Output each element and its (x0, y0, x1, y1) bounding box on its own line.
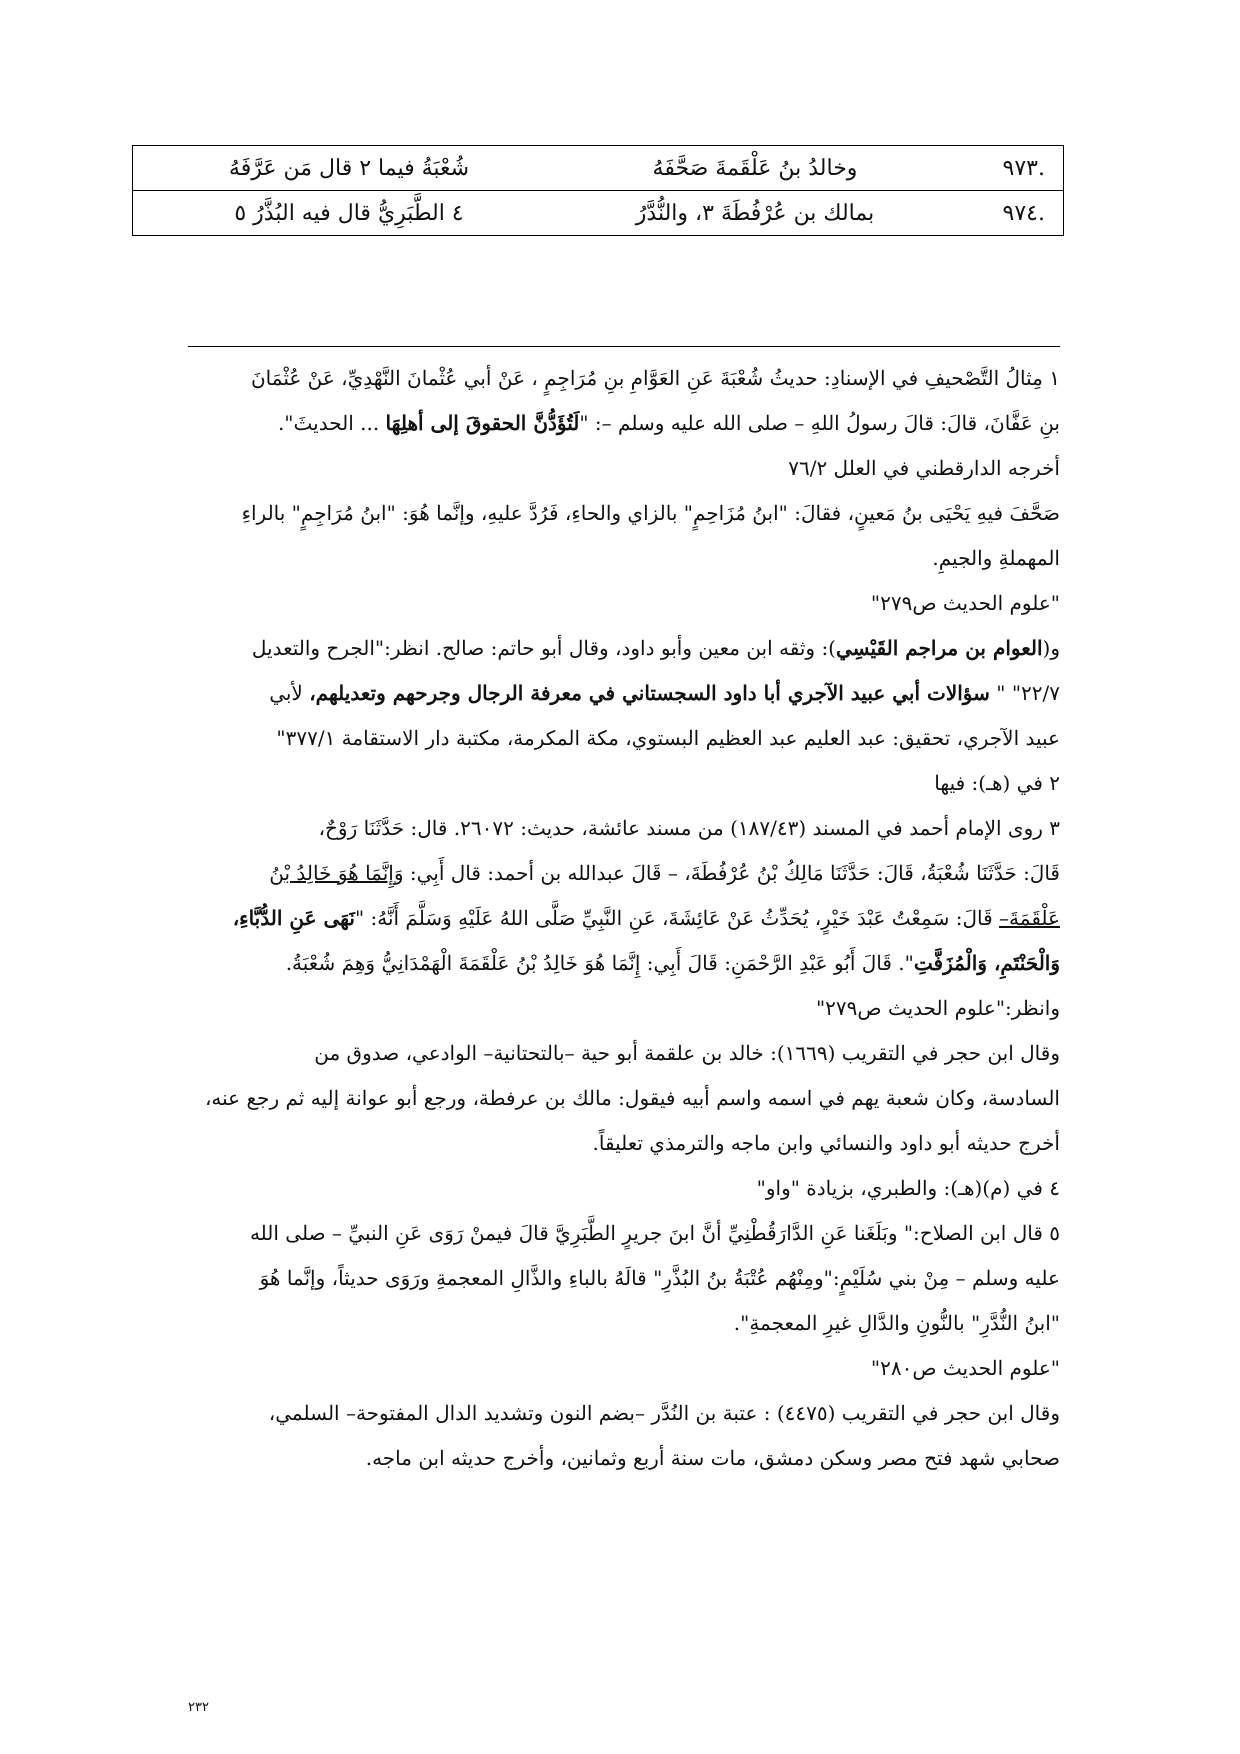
verse-number: .٩٧٤ (945, 191, 1064, 236)
underlined-text: عَلْقَمَةَ– (999, 906, 1060, 930)
footnote-line: ٢٢/٧" " سؤالات أبي عبيد الآجري أبا داود السجستاني في معرفة الرجال وجرحهم وتعديلهم، لأبي (269, 681, 1060, 705)
footnote-line: صَحَّفَ فيهِ يَحْيَى بنُ مَعينٍ، فقالَ: "ابنُ مُزَاحِمٍ" بالزاي والحاءِ، فَرُدَّ عليهِ، وإنَّما هُوَ: "ابنُ مُرَاجِمٍ" بالراءِ (241, 501, 1060, 525)
verse-row (133, 191, 1064, 236)
verse-table (132, 145, 1064, 236)
verse-second-hemistich: ٤ الطَّبَرِيُّ قال فيه البُذَّرُ ٥ (133, 191, 566, 236)
footnotes (188, 356, 1060, 1481)
hadith-text: وَالْحَنْتَمِ، وَالْمُزَفَّتِ (913, 951, 1060, 975)
hadith-text: لَتُؤَدُّنَّ الحقوقَ إلى أهلِهَا (385, 411, 580, 435)
verse-number: .٩٧٣ (1002, 155, 1045, 181)
footnote-line: عبيد الآجري، تحقيق: عبد العليم عبد العظيم البستوي، مكة المكرمة، مكتبة دار الاستقامة ٣٧٧/١" (276, 726, 1060, 750)
footnote-line: أخرجه الدارقطني في العلل ٧٦/٢ (788, 456, 1060, 480)
footnote-line: ٣ روى الإمام أحمد في المسند (١٨٧/٤٣) من مسند عائشة، حديث: ٢٦٠٧٢. قال: حَدَّثَنَا رَوْحٌ، (318, 816, 1060, 840)
footnote-line: ٥ قال ابن الصلاح:" وبَلَغَنا عَنِ الدَّارَقُطْنِيِّ أنَّ ابنَ جريرٍ الطَّبَرِيَّ قالَ فيمنْ رَوَى عَنِ النبيِّ – صلى الله (249, 1221, 1060, 1245)
footnote-line: بنِ عَفَّانَ، قالَ: قالَ رسولُ اللهِ – صلى الله عليه وسلم –: "لَتُؤَدُّنَّ الحقوقَ إلى أهلِهَا ... الحديثَ". (277, 411, 1060, 435)
page-number: ٢٣٢ (188, 1700, 209, 1715)
verse-first-hemistich: بمالك بن عُرْفُطَةَ ٣، والنُّدَّرُ (565, 191, 945, 236)
footnote-line: ١ مِثالُ التَّصْحيفِ في الإسنادِ: حديثُ شُعْبَةَ عَنِ العَوَّامِ بنِ مُرَاجِمٍ ، عَنْ أبي عُثْمانَ النَّهْدِيِّ، عَنْ عُثْمَانَ (250, 366, 1060, 390)
underlined-text: وَإِنَّمَا هُوَ خَالِدُ بْنُ (269, 861, 404, 885)
footnote-line: ٢ في (هـ): فيها (934, 771, 1060, 795)
footnote-separator (188, 346, 1060, 347)
footnote-line: ٤ في (م)(هـ): والطبري، بزيادة "واو" (756, 1176, 1060, 1200)
footnote-line: وَالْحَنْتَمِ، وَالْمُزَفَّتِ". قَالَ أَبُو عَبْدِ الرَّحْمَنِ: قَالَ أَبِي: إِنَّمَا هُوَ خَالِدُ بْنُ عَلْقَمَةَ الْهَمْدَانِيُّ وَهِمَ شُعْبَةُ. (285, 951, 1060, 975)
book-title: سؤالات أبي عبيد الآجري أبا داود السجستاني في معرفة الرجال وجرحهم وتعديلهم، (309, 681, 990, 705)
footnote-line: صحابي شهد فتح مصر وسكن دمشق، مات سنة أربع وثمانين، وأخرج حديثه ابن ماجه. (365, 1446, 1060, 1470)
verse-first-hemistich: وخالدُ بنُ عَلْقَمةَ صَحَّفَهُ (652, 155, 858, 181)
verse-row (133, 146, 1064, 191)
verse-second-hemistich: شُعْبَةُ فيما ٢ قال مَن عَرَّفَهُ (228, 155, 470, 181)
footnote-line: "علوم الحديث ص٢٨٠" (870, 1356, 1060, 1380)
footnote-line: وقال ابن حجر في التقريب (١٦٦٩): خالد بن علقمة أبو حية –بالتحتانية– الوادعي، صدوق من (314, 1041, 1060, 1065)
footnote-line: عليه وسلم – مِنْ بني سُلَيْمٍ:"ومِنْهُم عُتْبَةُ بنُ البُذَّرِ" قالَهُ بالباءِ والذَّالِ المعجمةِ ورَوَى حديثاً، وإنَّما هُوَ (259, 1266, 1060, 1290)
hadith-text: نَهَى عَنِ الدُّبَّاءِ، (232, 906, 355, 930)
footnote-line: "ابنُ النُّدَّرِ" بالنُّونِ والدَّالِ غيرِ المعجمةِ". (733, 1311, 1060, 1335)
footnote-line: "علوم الحديث ص٢٧٩" (870, 591, 1060, 615)
footnote-line: قَالَ: حَدَّثَنَا شُعْبَةُ، قَالَ: حَدَّثَنَا مَالِكُ بْنُ عُرْفُطَةَ، – قَالَ عبدالله بن أحمد: قال أَبِي: وَإِنَّمَا هُوَ خَالِدُ بْنُ (269, 861, 1060, 885)
footnote-line: عَلْقَمَةَ– قَالَ: سَمِعْتُ عَبْدَ خَيْرٍ، يُحَدِّثُ عَنْ عَائِشَةَ، عَنِ النَّبِيِّ صَلَّى اللهُ عَلَيْهِ وَسَلَّمَ أَنَّهُ: "نَهَى عَنِ الدُّبَّاءِ، (232, 906, 1060, 930)
footnote-line: السادسة، وكان شعبة يهم في اسمه واسم أبيه فيقول: مالك بن عرفطة، ورجع أبو عوانة إليه ثم رجع عنه، (204, 1086, 1060, 1110)
footnote-line: وقال ابن حجر في التقريب (٤٤٧٥) : عتبة بن النُدَّر –بضم النون وتشديد الدال المفتوحة– السلمي، (268, 1401, 1060, 1425)
footnote-line: المهملةِ والجيمِ. (932, 546, 1060, 570)
footnote-line: و(العوام بن مراجم القَيْسِي): وثقه ابن معين وأبو داود، وقال أبو حاتم: صالح. انظر:"الجرح والتعديل (251, 636, 1060, 660)
footnote-line: وانظر:"علوم الحديث ص٢٧٩" (815, 996, 1060, 1020)
narrator-name: العوام بن مراجم القَيْسِي (835, 636, 1043, 660)
footnote-line: أخرج حديثه أبو داود والنسائي وابن ماجه والترمذي تعليقاً. (592, 1131, 1060, 1155)
